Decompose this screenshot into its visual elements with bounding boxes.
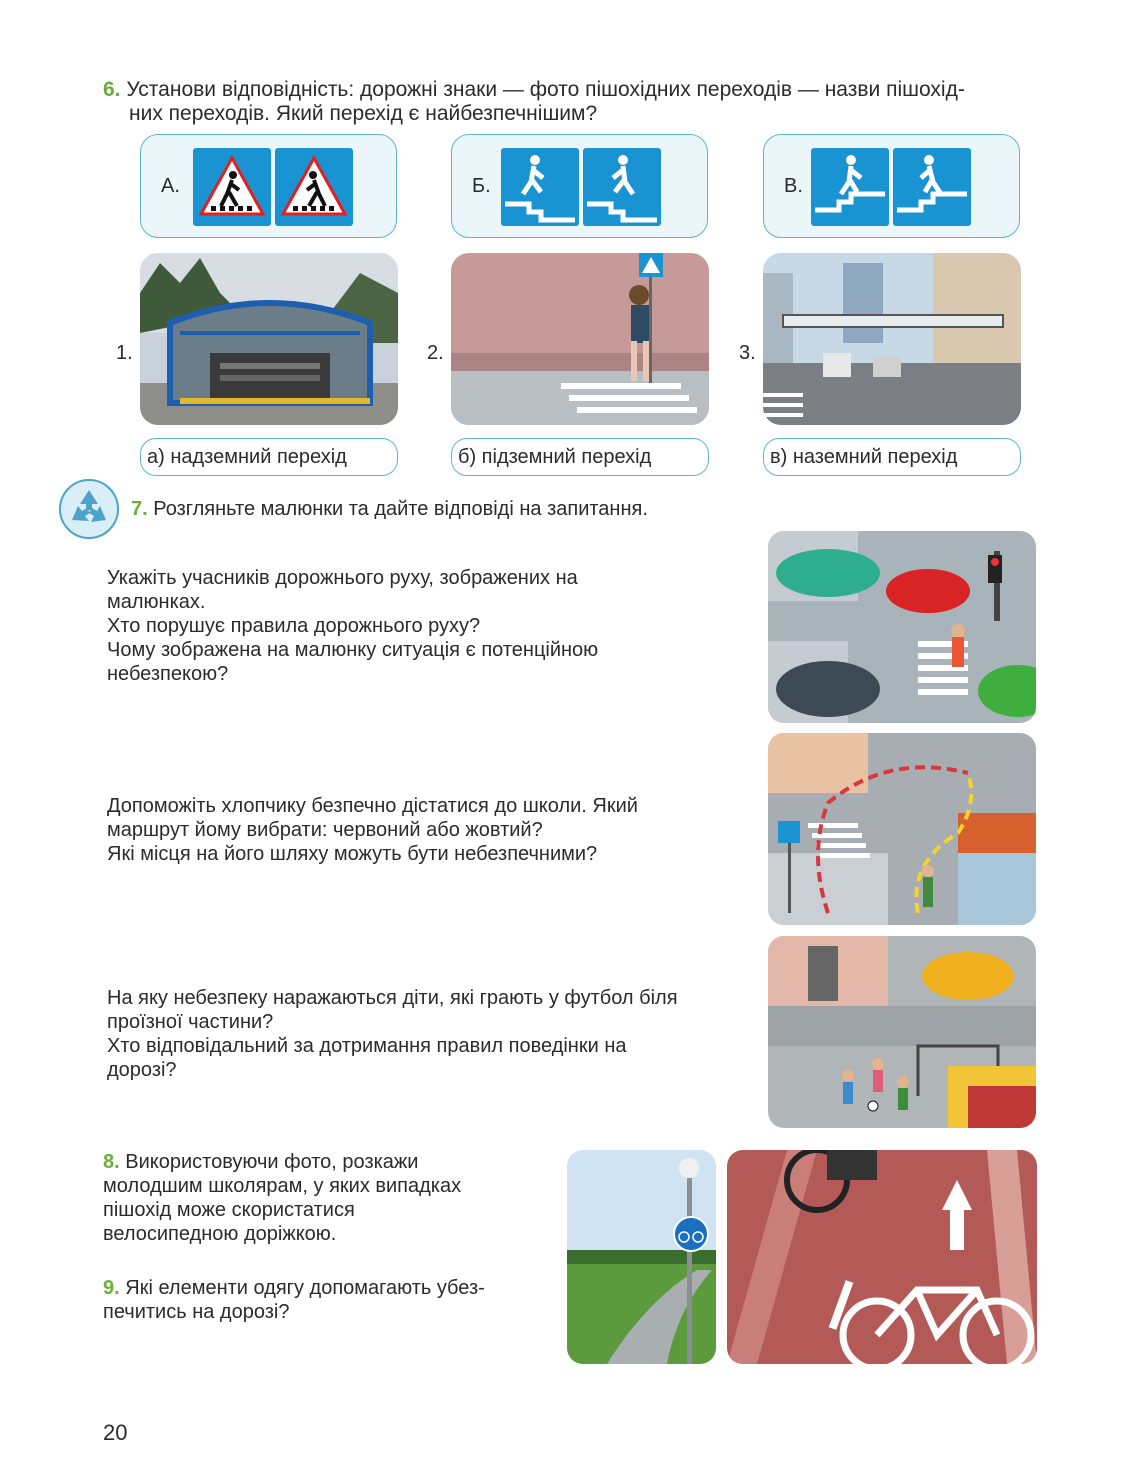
task7-question-3 — [107, 986, 757, 1082]
underground-crossing-sign-icon — [583, 148, 661, 226]
task8-line: пішохід може скористатися — [103, 1199, 355, 1221]
sign-letter-b: Б. — [472, 175, 491, 197]
overhead-crossing-sign-icon — [811, 148, 889, 226]
task7-title: Розгляньте малюнки та дайте відповіді на запитання. — [153, 498, 648, 520]
task8-line: молодшим школярам, у яких випадках — [103, 1175, 462, 1197]
task8-line — [103, 1150, 553, 1174]
task9-number: 9. — [103, 1277, 120, 1299]
task7-question-2 — [107, 794, 757, 866]
q2-line: Які місця на його шляху можуть бути небезпечними? — [107, 843, 598, 865]
task9-line: печитись на дорозі? — [103, 1301, 290, 1323]
underground-crossing-sign-icon — [501, 148, 579, 226]
school-route-illustration — [768, 733, 1036, 925]
overhead-crossing-photo — [763, 253, 1021, 425]
ground-crossing-photo — [451, 253, 709, 425]
overhead-crossing-sign-icon — [893, 148, 971, 226]
sign-group-b — [451, 134, 708, 238]
q3-line: проїзної частини? — [107, 1011, 274, 1033]
crossing-name-b: б) підземний перехід — [451, 438, 709, 476]
q3-line: дорозі? — [107, 1059, 177, 1081]
football-near-road-illustration — [768, 936, 1036, 1128]
photo-number-3: 3. — [739, 342, 756, 364]
task9-line-text: Які елементи одягу допомагають убез- — [125, 1277, 485, 1299]
sign-group-c — [763, 134, 1020, 238]
page-number: 20 — [103, 1420, 128, 1445]
q3-line: Хто відповідальний за дотримання правил поведінки на — [107, 1035, 627, 1057]
underground-passage-photo — [140, 253, 398, 425]
task6-text-line2: них переходів. Який перехід є найбезпечнішим? — [129, 102, 598, 125]
task7-number: 7. — [131, 498, 148, 520]
sign-group-a — [140, 134, 397, 238]
photo-number-1: 1. — [116, 342, 133, 364]
recycle-review-icon — [58, 478, 120, 540]
task9-text — [103, 1276, 553, 1324]
q1-line: малюнках. — [107, 591, 206, 613]
q1-line: Хто порушує правила дорожнього руху? — [107, 615, 481, 637]
sign-letter-a: А. — [161, 175, 180, 197]
task9-line — [103, 1276, 553, 1300]
pedestrian-crossing-sign-icon — [193, 148, 271, 226]
q3-line: На яку небезпеку наражаються діти, які грають у футбол біля — [107, 987, 678, 1009]
bike-lane-photo — [727, 1150, 1037, 1364]
crossing-name-a: а) надземний перехід — [140, 438, 398, 476]
task6-heading — [103, 78, 1063, 102]
sign-letter-c: В. — [784, 175, 803, 197]
task8-number: 8. — [103, 1151, 120, 1173]
q1-line: Укажіть учасників дорожнього руху, зображених на — [107, 567, 578, 589]
task8-text — [103, 1150, 553, 1246]
q1-line: небезпекою? — [107, 663, 229, 685]
intersection-illustration — [768, 531, 1036, 723]
q2-line: маршрут йому вибрати: червоний або жовтий? — [107, 819, 543, 841]
task6-text-line1: Установи відповідність: дорожні знаки — фото пішохідних переходів — назви пішохід- — [126, 78, 965, 101]
photo-number-2: 2. — [427, 342, 444, 364]
task6-number: 6. — [103, 78, 121, 101]
bike-path-sign-photo — [567, 1150, 716, 1364]
task8-line-text: Використовуючи фото, розкажи — [125, 1151, 419, 1173]
q2-line: Допоможіть хлопчику безпечно дістатися до школи. Який — [107, 795, 638, 817]
task7-heading — [131, 498, 648, 521]
q1-line: Чому зображена на малюнку ситуація є потенційною — [107, 639, 599, 661]
pedestrian-crossing-sign-icon — [275, 148, 353, 226]
task8-line: велосипедною доріжкою. — [103, 1223, 337, 1245]
task7-question-1 — [107, 566, 757, 686]
crossing-name-c: в) наземний перехід — [763, 438, 1021, 476]
